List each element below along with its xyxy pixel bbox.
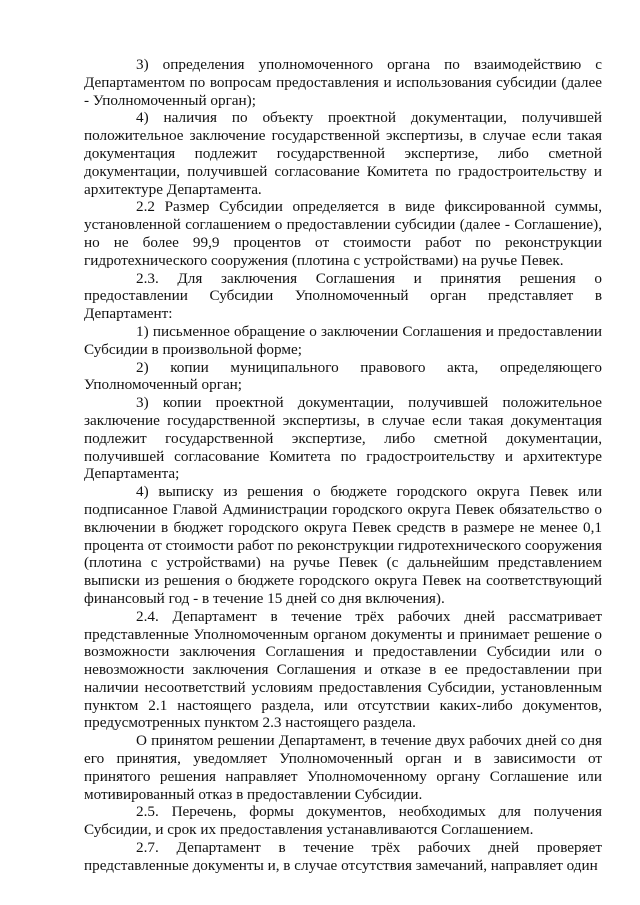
paragraph-2-3: 2.3. Для заключения Соглашения и принятия решения о предоставлении Субсидии Уполномоченный орган представляет в Департамент:	[84, 269, 602, 323]
paragraph-2-5: 2.5. Перечень, формы документов, необходимых для получения Субсидии, и срок их предоставления устанавливаются Соглашением.	[84, 803, 602, 839]
paragraph-2-4: 2.4. Департамент в течение трёх рабочих дней рассматривает представленные Уполномоченным органом документы и принимает решение о возможности заключения Соглашения и предоставлении Субсидии или о невозможности заключения Соглашения и отказе в ее предоставлении при наличии несоответствий условиям предоставления Субсидии, установленным пунктом 2.1 настоящего раздела, или отсутствии каких-либо документов, предусмотренных пунктом 2.3 настоящего раздела.	[84, 607, 602, 732]
paragraph-2-7: 2.7. Департамент в течение трёх рабочих дней проверяет представленные документы и, в случае отсутствия замечаний, направляет один	[84, 839, 602, 874]
list-item-2: 2) копии муниципального правового акта, определяющего Уполномоченный орган;	[84, 358, 602, 394]
list-item-3: 3) копии проектной документации, получившей положительное заключение государственной экспертизы, в случае если такая документация подлежит государственной экспертизе, либо сметной документации, получившей согласование Комитета по градостроительству и архитектуре Департамента;	[84, 394, 602, 483]
paragraph-item-4: 4) наличия по объекту проектной документации, получившей положительное заключение государственной экспертизы, в случае если такая документация подлежит государственной экспертизе, либо сметной документации, получившей согласование Комитета по градостроительству и архитектуре Департамента.	[84, 109, 602, 198]
document-page	[84, 56, 602, 875]
paragraph-decision-notice: О принятом решении Департамент, в течение двух рабочих дней со дня его принятия, уведомляет Уполномоченный орган и в зависимости от принятого решения направляет Уполномоченному органу Соглашение или мотивированный отказ в предоставлении Субсидии.	[84, 732, 602, 803]
list-item-1: 1) письменное обращение о заключении Соглашения и предоставлении Субсидии в произвольной форме;	[84, 322, 602, 358]
paragraph-2-2: 2.2 Размер Субсидии определяется в виде фиксированной суммы, установленной соглашением о предоставлении субсидии (далее - Соглашение), но не более 99,9 процентов от стоимости работ по реконструкции гидротехнического сооружения (плотина с устройствами) на ручье Певек.	[84, 198, 602, 269]
list-item-4: 4) выписку из решения о бюджете городского округа Певек или подписанное Главой Администрации городского округа Певек обязательство о включении в бюджет городского округа Певек средств в размере не менее 0,1 процента от стоимости работ по реконструкции гидротехнического сооружения (плотина с устройствами) на ручье Певек (с дальнейшим представлением выписки из решения о бюджете городского округа Певек на соответствующий финансовый год - в течение 15 дней со дня включения).	[84, 483, 602, 607]
paragraph-item-3: 3) определения уполномоченного органа по взаимодействию с Департаментом по вопросам предоставления и использования субсидии (далее - Уполномоченный орган);	[84, 56, 602, 109]
